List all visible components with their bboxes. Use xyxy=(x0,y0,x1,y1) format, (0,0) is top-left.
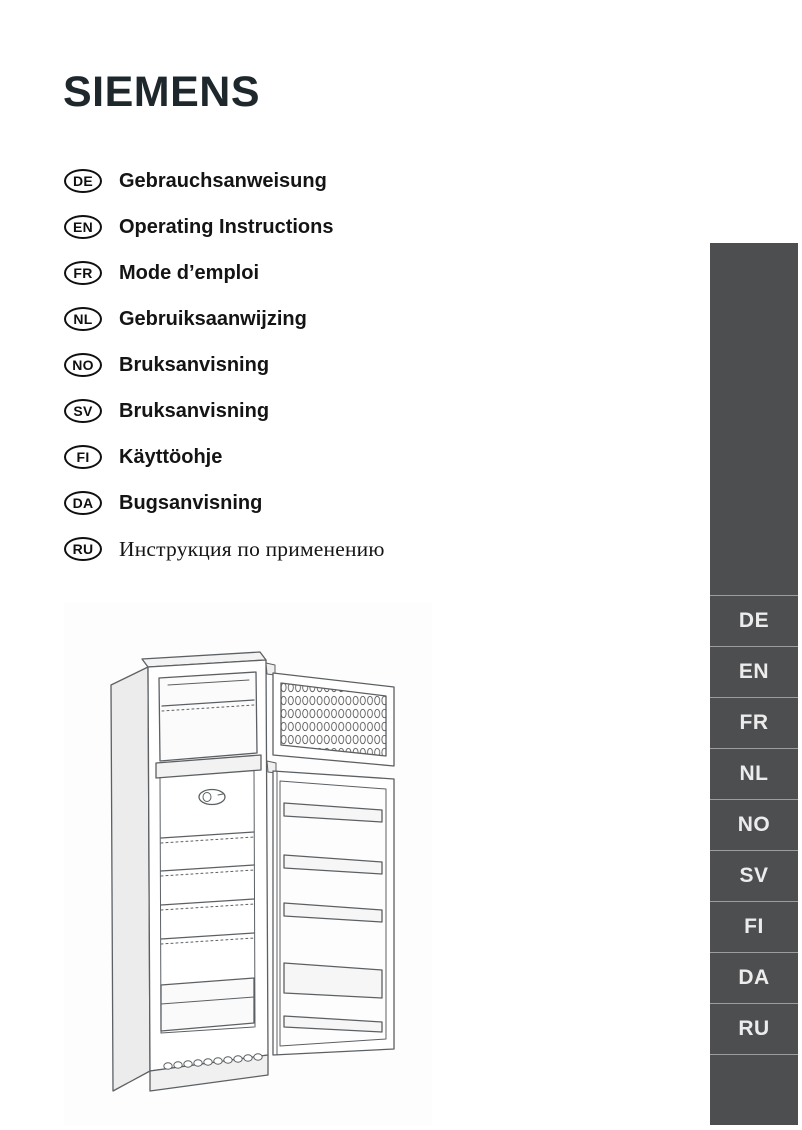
language-title-ru: Инструкция по применению xyxy=(119,536,385,561)
language-code-badge-fr: FR xyxy=(64,261,102,285)
sidebar-tab-fr: FR xyxy=(710,698,798,749)
sidebar-tab-de: DE xyxy=(710,596,798,647)
language-row-fi xyxy=(64,434,385,480)
language-row-nl xyxy=(64,296,385,342)
refrigerator-illustration xyxy=(64,603,432,1125)
language-code-badge-en: EN xyxy=(64,215,102,239)
language-row-sv xyxy=(64,388,385,434)
language-row-ru xyxy=(64,526,385,572)
language-code-badge-ru: RU xyxy=(64,537,102,561)
language-row-no xyxy=(64,342,385,388)
language-row-de xyxy=(64,158,385,204)
sidebar-tab-sv: SV xyxy=(710,851,798,902)
sidebar-tab-ru: RU xyxy=(710,1004,798,1055)
language-title-de: Gebrauchsanweisung xyxy=(119,169,327,192)
language-title-fr: Mode d’emploi xyxy=(119,261,259,284)
language-title-sv: Bruksanvisning xyxy=(119,399,270,422)
language-code-badge-sv: SV xyxy=(64,399,102,423)
siemens-logo: SIEMENS xyxy=(63,68,261,116)
language-list xyxy=(64,158,385,572)
language-code-badge-no: NO xyxy=(64,353,102,377)
sidebar-tab-en: EN xyxy=(710,647,798,698)
language-row-en xyxy=(64,204,385,250)
language-code-badge-nl: NL xyxy=(64,307,102,331)
language-title-da: Bugsanvisning xyxy=(119,491,263,514)
sidebar-tab-da: DA xyxy=(710,953,798,1004)
language-title-en: Operating Instructions xyxy=(119,215,334,238)
language-row-fr xyxy=(64,250,385,296)
language-code-badge-de: DE xyxy=(64,169,102,193)
sidebar-spacer-bottom xyxy=(710,1055,798,1125)
language-sidebar xyxy=(710,243,798,1125)
language-row-da xyxy=(64,480,385,526)
language-title-nl: Gebruiksaanwijzing xyxy=(119,307,307,330)
language-title-fi: Käyttöohje xyxy=(119,445,223,468)
language-code-badge-fi: FI xyxy=(64,445,102,469)
sidebar-tab-nl: NL xyxy=(710,749,798,800)
language-code-badge-da: DA xyxy=(64,491,102,515)
sidebar-tab-fi: FI xyxy=(710,902,798,953)
sidebar-spacer-top xyxy=(710,243,798,596)
sidebar-tab-no: NO xyxy=(710,800,798,851)
language-title-no: Bruksanvisning xyxy=(119,353,270,376)
